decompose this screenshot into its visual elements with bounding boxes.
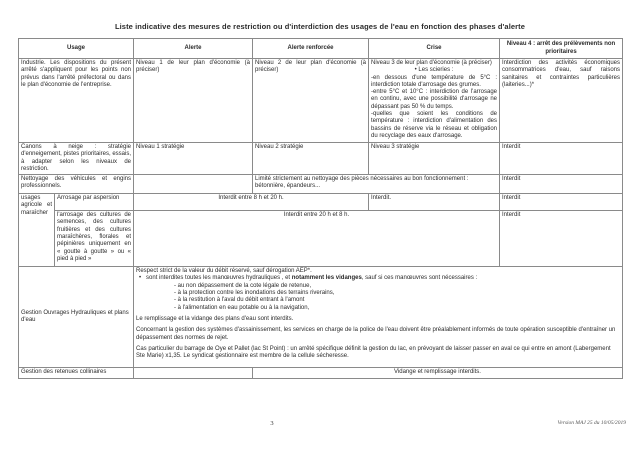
cell-canons-crise: Niveau 3 stratégie bbox=[369, 143, 500, 175]
cell-goutte-niveau4: Interdit bbox=[500, 211, 623, 267]
cell-aspersion-merged: Interdit entre 8 h et 20 h. bbox=[134, 194, 369, 211]
cell-aspersion-crise: Interdit. bbox=[369, 194, 500, 211]
cell-canons-niveau4: Interdit bbox=[500, 143, 623, 175]
cell-industrie-crise bbox=[369, 59, 500, 143]
industrie-crise-bullet: • Les scieries : bbox=[371, 67, 497, 74]
gestion-para2: Concernant la gestion des systèmes d'assainissement, les services en charge de la police de l'eau doivent être préalablement informés de toute opération susceptible d'entraîner un dépassement des normes de rejet. bbox=[136, 327, 616, 341]
gestion-sub-item: - à la protection contre les inondations des terrains riverains, bbox=[174, 290, 335, 297]
table-row-retenues bbox=[19, 368, 623, 379]
cell-industrie-alerte: Niveau 1 de leur plan d'économie (à préciser) bbox=[134, 59, 253, 143]
cell-industrie-usage: Industrie. Les dispositions du présent arrêté s'appliquent pour les points non prévus dans l'arrêté préfectoral ou dans le plan d'économie de l'entreprise. bbox=[19, 59, 134, 143]
gestion-sub-item: - à l'alimentation en eau potable ou à la navigation, bbox=[174, 304, 310, 311]
version-note: Version MAJ 25 du 10/05/2019 bbox=[557, 420, 626, 426]
cell-industrie-niveau4: Interdiction des activités économiques consommatrices d'eau, sauf raisons sanitaires et contraintes particulières (laiteries...)* bbox=[500, 59, 623, 143]
gestion-para3: Cas particulier du barrage de Oye et Pallet (lac St Point) : un arrêté spécifique définit la gestion du lac, en prévoyant de laisser passer en aval ce qui entre en amont (Labergement Ste Marie) x1,35. Le syndicat gestionnaire est membre de la cellule sécheresse. bbox=[136, 345, 611, 360]
table-row-agricole-aspersion bbox=[19, 194, 623, 211]
col-header-alerte-renforcee: Alerte renforcée bbox=[253, 39, 369, 59]
cell-canons-alerte: Niveau 1 stratégie bbox=[134, 143, 253, 175]
cell-nettoyage-niveau4: Interdit bbox=[500, 175, 623, 194]
gestion-sub-item: - au non dépassement de la cote légale de retenue, bbox=[174, 282, 312, 289]
cell-canons-alerte-renforcee: Niveau 2 stratégie bbox=[253, 143, 369, 175]
header-row bbox=[19, 39, 623, 59]
cell-aspersion-label: Arrosage par aspersion bbox=[55, 194, 134, 211]
gestion-bullet-bold: notamment les vidanges bbox=[291, 275, 362, 282]
gestion-line1: Respect strict de la valeur du débit réservé, sauf dérogation AEP*. bbox=[136, 268, 312, 275]
table-row-gestion-ouvrages bbox=[19, 267, 623, 368]
col-header-crise: Crise bbox=[369, 39, 500, 59]
gestion-bullet-part2: , sauf si ces manœuvres sont nécessaires : bbox=[361, 275, 478, 282]
table-row-nettoyage bbox=[19, 175, 623, 194]
cell-retenues-alerte bbox=[134, 368, 253, 379]
table-row-agricole-goutte bbox=[19, 211, 623, 267]
cell-gestion-content bbox=[134, 267, 623, 368]
page-title: Liste indicative des mesures de restriction ou d'interdiction des usages de l'eau en fonction des phases d'alerte bbox=[114, 22, 526, 31]
cell-gestion-usage: Gestion Ouvrages Hydrauliques et plans d'eau bbox=[19, 267, 134, 368]
cell-canons-usage: Canons à neige : stratégie d'enneigement, pistes prioritaires, essais, à adapter selon les niveaux de restriction. bbox=[19, 143, 134, 175]
cell-goutte-merged: Interdit entre 20 h et 8 h. bbox=[134, 211, 500, 267]
col-header-usage: Usage bbox=[19, 39, 134, 59]
restrictions-table bbox=[18, 38, 623, 379]
gestion-bullet-line bbox=[136, 275, 620, 282]
col-header-alerte: Alerte bbox=[134, 39, 253, 59]
cell-agricole-group: usages agricole et maraîcher bbox=[19, 194, 55, 267]
cell-nettoyage-merged: Limité strictement au nettoyage des pièces nécessaires au bon fonctionnement : bétonnière, épandeurs... bbox=[253, 175, 500, 194]
cell-nettoyage-alerte bbox=[134, 175, 253, 194]
industrie-crise-intro: Niveau 3 de leur plan d'économie (à préciser) bbox=[371, 60, 492, 66]
cell-industrie-alerte-renforcee: Niveau 2 de leur plan d'économie (à préciser) bbox=[253, 59, 369, 143]
page-number: 3 bbox=[270, 420, 274, 427]
col-header-niveau4: Niveau 4 : arrêt des prélèvements non prioritaires bbox=[500, 39, 623, 59]
cell-retenues-merged: Vidange et remplissage interdits. bbox=[253, 368, 623, 379]
cell-goutte-label: l'arrosage des cultures de semences, des cultures fruitières et des cultures maraîchères, florales et pépinières uniquement en « goutte à goutte » ou « pied à pied » bbox=[55, 211, 134, 267]
gestion-bullet-part1: sont interdites toutes les manœuvres hydrauliques , et bbox=[146, 275, 292, 282]
cell-aspersion-niveau4: Interdit bbox=[500, 194, 623, 211]
industrie-crise-item: -quelles que soient les conditions de température : interdiction d'alimentation des bassins de réserve via le réseau et obligation du recyclage des eaux d'arrosage. bbox=[371, 111, 498, 139]
gestion-para1: Le remplissage et la vidange des plans d'eau sont interdits. bbox=[136, 315, 294, 322]
gestion-sub-item: - à la restitution à l'aval du débit entrant à l'amont bbox=[174, 297, 305, 304]
table-row-industrie bbox=[19, 59, 623, 143]
cell-nettoyage-usage: Nettoyage des véhicules et engins professionnels. bbox=[19, 175, 134, 194]
industrie-crise-item: -en dessous d'une température de 5°C : interdiction totale d'arrosage des grumes. bbox=[371, 74, 498, 88]
cell-retenues-usage: Gestion des retenues collinaires bbox=[19, 368, 134, 379]
table-row-canons bbox=[19, 143, 623, 175]
industrie-crise-item: -entre 5°C et 10°C : interdiction de l'arrosage en continu, avec une possibilité d'arrosage ne dépassant pas 50 % du temps. bbox=[371, 89, 498, 110]
